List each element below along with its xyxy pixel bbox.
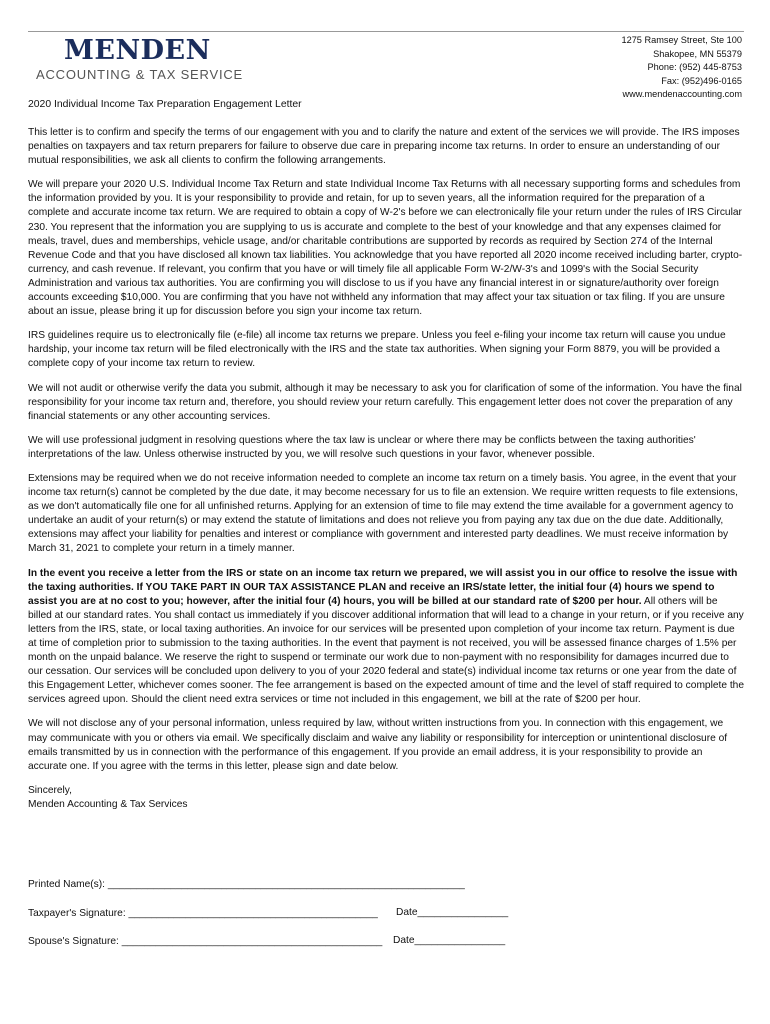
spouse-signature-field[interactable]: Spouse's Signature: ______________________________________________ <box>28 936 383 947</box>
address-fax: Fax: (952)496-0165 <box>661 75 742 86</box>
paragraph-intro: This letter is to confirm and specify the terms of our engagement with you and to clarify the nature and extent of the services we will provide. The IRS imposes penalties on taxpayers and tax return preparers for failure to observe due care in preparing income tax returns. In order to ensure an understanding of our mutual responsibilities, we ask all clients to confirm the following arrangements. <box>28 127 740 167</box>
printed-names-field[interactable]: Printed Name(s): _______________________________________________________________ <box>28 879 465 890</box>
paragraph-assistance <box>28 567 744 708</box>
address-phone: Phone: (952) 445-8753 <box>647 62 742 73</box>
letter-title: 2020 Individual Income Tax Preparation Engagement Letter <box>28 99 302 110</box>
signoff-company: Menden Accounting & Tax Services <box>28 798 188 810</box>
address-city: Shakopee, MN 55379 <box>653 48 742 59</box>
address-website: www.mendenaccounting.com <box>622 89 742 100</box>
assistance-bold-text: In the event you receive a letter from the IRS or state on an income tax return we prepared, we will assist you in our office to resolve the issue with the taxing authorities. If YOU TAKE PART IN OUR TAX ASSISTANCE PLAN and receive an IRS/state letter, the initial four (4) hours we spend to assist you are at no cost to you; however, after the initial four (4) hours, you will be billed at our standard rate of $200 per hour. <box>28 567 738 607</box>
assistance-rest-text: All others will be billed at our standard rates. You shall contact us immediately if you discover additional information that will lead to a change in your return, or if you receive any letters from the IRS, state, or local taxing authorities. An invoice for our services will be presented upon completion of your income tax return. Payment is due at time of completion prior to submission to the taxing authorities. In the event that payment is not received, you will be assessed finance charges of 1.5% per month on the unpaid balance. We reserve the right to suspend or terminate our work due to non-payment with no responsibility for damages incurred due to our cessation. Our services will be concluded upon delivery to you of your 2020 federal and state(s) individual income tax returns or one year from the date of this Engagement Letter, whichever comes sooner. The fee arrangement is based on the expected amount of time and the level of staff required to complete the services agreed upon. Should the client need extra services or time not included in this engagement, we bill at the rate of $200 per hour. <box>28 595 745 706</box>
address-street: 1275 Ramsey Street, Ste 100 <box>621 35 742 45</box>
paragraph-preparation: We will prepare your 2020 U.S. Individual Income Tax Return and state Individual Income Tax Returns with all necessary supporting forms and schedules from the information provided by you. It is your responsibility to provide and retain, for up to seven years, all the information required for the preparation of a complete and accurate income tax return. We are required to obtain a copy of W-2's before we can electronically file your return under the rules of IRS Circular 230. You represent that the information you are supplying to us is accurate and complete to the best of your knowledge and that any expenses claimed for meals, travel, dues and memberships, vehicle usage, and/or charitable contributions are supported by records as required by Section 274 of the Internal Revenue Code and that you have disclosed all known tax liabilities. You acknowledge that you have reported all 2020 income received including barter, crypto-currency, and cash revenue. If relevant, you confirm that you have or will timely file all applicable Form W-2/W-3's and 1099's with the Social Security Administration and various tax authorities. You are confirming you will disclose to us if you have any financial interest in or signature/authority over foreign accounts exceeding $10,000. You are confirming that you have not withheld any information that may affect your tax situation or tax filing. If you are unsure about an issue, please bring it up for discussion before you sign your income tax return. <box>28 179 743 318</box>
paragraph-extensions: Extensions may be required when we do not receive information needed to complete an income tax return on a timely basis. You agree, in the event that your income tax return(s) cannot be completed by the due date, it may become necessary for us to file an extension. We require written requests to file extensions, as we don't automatically file one for all unfinished returns. Applying for an extension of time to file may extend the time available for a government agency to undertake an audit of your return(s) or may extend the statute of limitations and does not relieve you from paying any tax due on the due date. Additionally, extensions may affect your liability for penalties and interest or compliance with government and interested party deadlines. We must receive information by March 31, 2021 to complete your return in a timely manner. <box>28 472 738 555</box>
logo-sub-text: ACCOUNTING & TAX SERVICE <box>36 67 244 82</box>
paragraph-audit: We will not audit or otherwise verify the data you submit, although it may be necessary to ask you for clarification of some of the information. You have the final responsibility for your income tax return and, therefore, you should review your return carefully. This engagement letter does not cover the preparation of any financial statements or any other accounting services. <box>28 382 742 422</box>
paragraph-judgment: We will use professional judgment in resolving questions where the tax law is unclear or where there may be conflicts between the taxing authorities' interpretations of the law. Unless otherwise instructed by you, we will resolve such questions in your favor, whenever possible. <box>28 434 696 460</box>
header-rule <box>28 31 744 32</box>
signoff <box>28 784 744 812</box>
taxpayer-date-field[interactable]: Date________________ <box>396 907 509 918</box>
taxpayer-signature-field[interactable]: Taxpayer's Signature: ____________________________________________ <box>28 908 378 919</box>
letter-body <box>28 126 744 812</box>
company-address <box>621 34 742 102</box>
logo-main-text: MENDEN <box>64 35 211 66</box>
paragraph-efile: IRS guidelines require us to electronically file (e-file) all income tax returns we prepare. Unless you feel e-filing your income tax return will cause you undue hardship, your income tax return will be filed electronically with the IRS and the state tax authorities. When signing your Form 8879, you will be provided a complete copy of your income tax return to review. <box>28 330 726 370</box>
signoff-sincerely: Sincerely, <box>28 784 72 796</box>
company-logo <box>36 37 243 83</box>
spouse-date-field[interactable]: Date________________ <box>393 935 506 946</box>
paragraph-privacy: We will not disclose any of your personal information, unless required by law, without written instructions from you. In connection with this engagement, we may communicate with you or others via email. We specifically disclaim and waive any liability or responsibility for interception or unintentional disclosure of emails transmitted by us in connection with the performance of this engagement. If you provide an email address, it is your responsibility to provide an accurate one. If you agree with the terms in this letter, please sign and date below. <box>28 718 728 772</box>
